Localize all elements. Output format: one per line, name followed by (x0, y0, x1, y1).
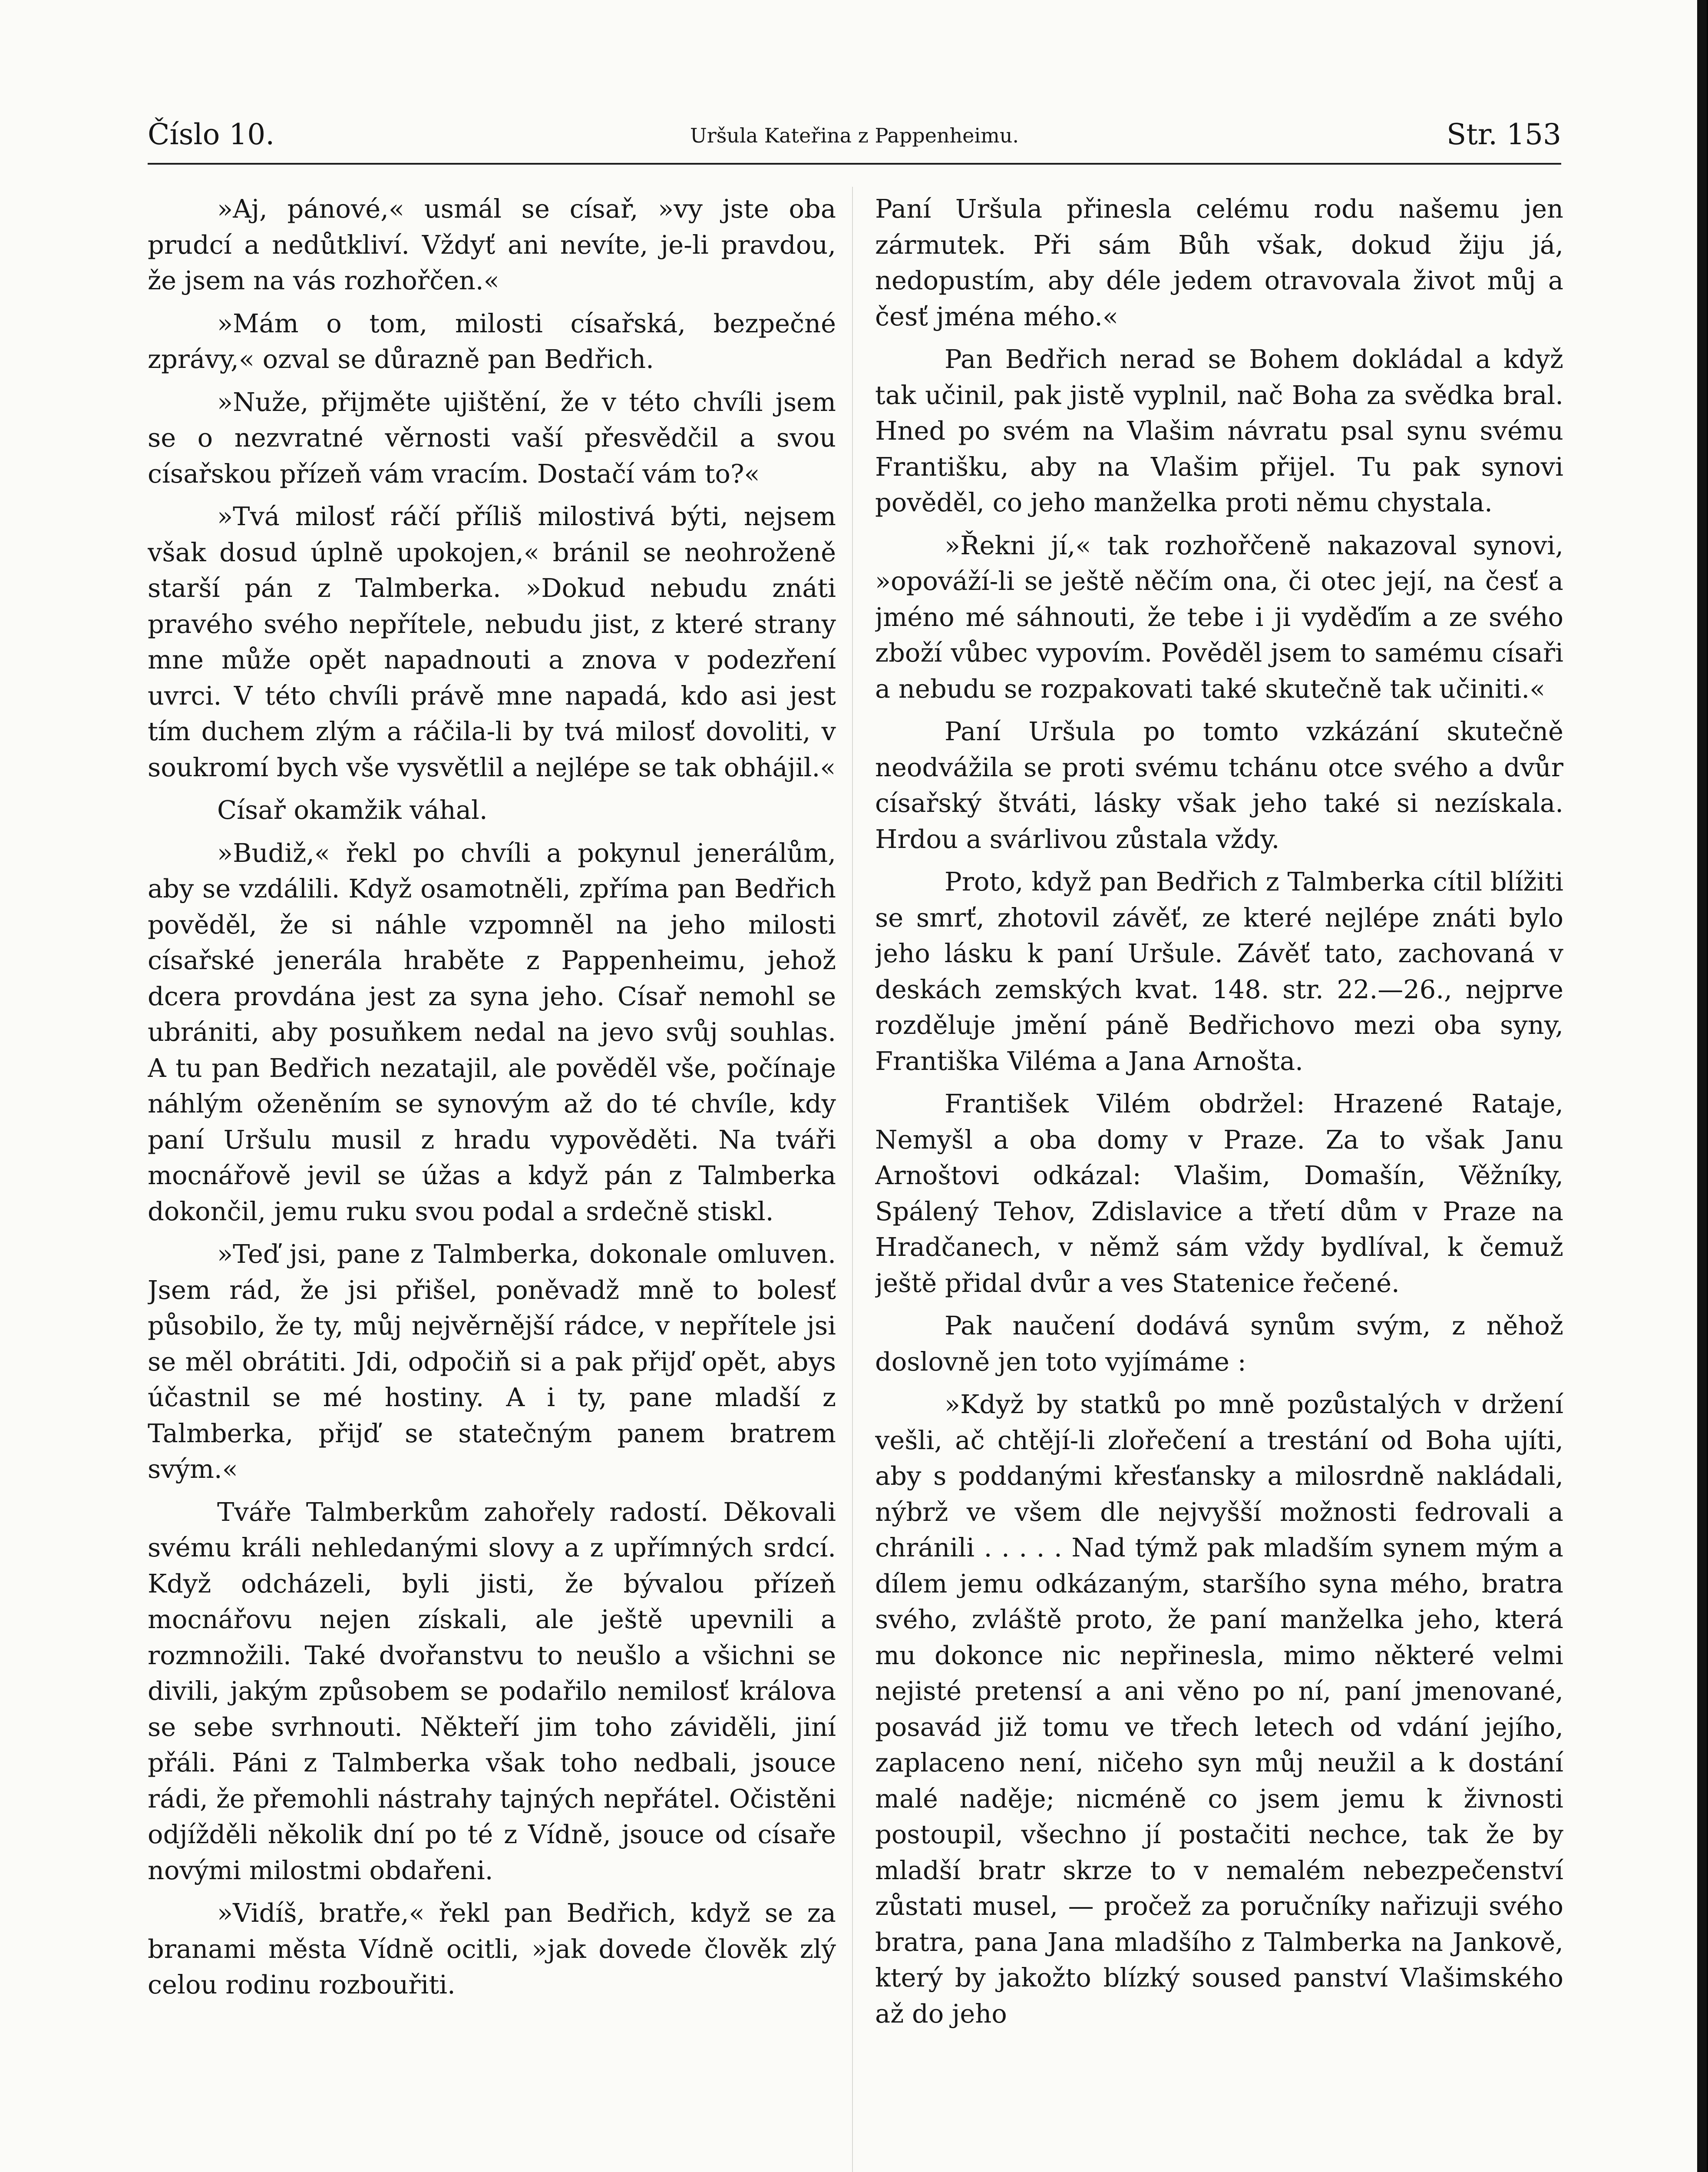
page-number: Str. 153 (1447, 118, 1561, 151)
paragraph: »Vidíš, bratře,« řekl pan Bedřich, když se za branami města Vídně ocitli, »jak dovede člověk zlý celou rodinu rozbouřiti. (148, 1898, 836, 2000)
paragraph: »Nuže, přijměte ujištění, že v této chvíli jsem se o nezvratné věrnosti vaší přesvědčil a svou císařskou přízeň vám vracím. Dostačí vám to?« (148, 387, 836, 489)
page-header (148, 115, 1561, 154)
paragraph: Paní Uršula přinesla celému rodu našemu jen zármutek. Při sám Bůh však, dokud žiju já, nedopustím, aby déle jedem otravovala život můj a česť jména mého.« (875, 194, 1563, 331)
paragraph: Pak naučení dodává synům svým, z něhož doslovně jen toto vyjímáme : (875, 1311, 1563, 1377)
header-rule (148, 163, 1561, 165)
issue-number: Číslo 10. (148, 118, 275, 151)
paragraph: Císař okamžik váhal. (217, 795, 488, 825)
paragraph: »Budiž,« řekl po chvíli a pokynul jenerálům, aby se vzdálili. Když osamotněli, zpříma pan Bedřich pověděl, že si náhle vzpomněl na jeho milosti císařské jenerála hraběte z Pappenheimu, jehož dcera provdána jest za syna jeho. Císař nemohl se ubrániti, aby posuňkem nedal na jevo svůj souhlas. A tu pan Bedřich nezatajil, ale pověděl vše, počínaje náhlým oženěním se synovým až do té chvíle, kdy paní Uršulu musil z hradu vypověděti. Na tváři mocnářově jevil se úžas a když pán z Talmberka dokončil, jemu ruku svou podal a srdečně stiskl. (148, 838, 836, 1226)
paragraph: František Vilém obdržel: Hrazené Rataje, Nemyšl a oba domy v Praze. Za to však Janu Arnoštovi odkázal: Vlašim, Domašín, Věžníky, Spálený Tehov, Zdislavice a třetí dům v Praze na Hradčanech, v němž sám vždy bydlíval, k čemuž ještě přidal dvůr a ves Statenice řečené. (875, 1089, 1563, 1298)
left-column (148, 191, 836, 2172)
paragraph: »Aj, pánové,« usmál se císař, »vy jste oba prudcí a nedůtkliví. Vždyť ani nevíte, je-li pravdou, že jsem na vás rozhořčen.« (148, 194, 836, 295)
column-divider (852, 187, 853, 2172)
paragraph: »Teď jsi, pane z Talmberka, dokonale omluven. Jsem rád, že jsi přišel, poněvadž mně to bolesť působilo, že ty, můj nejvěrnější rádce, v nepřítele jsi se měl obrátiti. Jdi, odpočiň si a pak přijď opět, abys účastnil se mé hostiny. A i ty, pane mladší z Talmberka, přijď se statečným panem bratrem svým.« (148, 1239, 836, 1484)
paragraph: Paní Uršula po tomto vzkázání skutečně neodvážila se proti svému tchánu otce svého a dvůr císařský štváti, lásky však jeho také si nezískala. Hrdou a svárlivou zůstala vždy. (875, 716, 1563, 854)
paragraph: Pan Bedřich nerad se Bohem dokládal a když tak učinil, pak jistě vyplnil, nač Boha za svědka bral. Hned po svém na Vlašim návratu psal synu svému Františku, aby na Vlašim přijel. Tu pak synovi pověděl, co jeho manželka proti němu chystala. (875, 344, 1563, 517)
right-column (875, 191, 1563, 2172)
paragraph: »Řekni jí,« tak rozhořčeně nakazoval synovi, »opováží-li se ještě něčím ona, či otec její, na česť a jméno mé sáhnouti, že tebe i ji vyděďím a ze svého zboží vůbec vypovím. Pověděl jsem to samému císaři a nebudu se rozpakovati také skutečně tak učiniti.« (875, 530, 1563, 704)
paragraph: »Tvá milosť ráčí příliš milostivá býti, nejsem však dosud úplně upokojen,« bránil se neohroženě starší pán z Talmberka. »Dokud nebudu znáti pravého svého nepřítele, nebudu jist, z které strany mne může opět napadnouti a znova v podezření uvrci. V této chvíli právě mne napadá, kdo asi jest tím duchem zlým a ráčila-li by tvá milosť dovoliti, v soukromí bych vše vysvětlil a nejlépe se tak obhájil.« (148, 501, 836, 782)
page-edge (1697, 0, 1707, 2172)
paragraph: Tváře Talmberkům zahořely radostí. Děkovali svému králi nehledanými slovy a z upřímných srdcí. Když odcházeli, byli jisti, že bývalou přízeň mocnářovu nejen získali, ale ještě upevnili a rozmnožili. Také dvořanstvu to neušlo a všichni se divili, jakým způsobem se podařilo nemilosť králova se sebe svrhnouti. Někteří jim toho záviděli, jiní přáli. Páni z Talmberka však toho nedbali, jsouce rádi, že přemohli nástrahy tajných nepřátel. Očistěni odjížděli několik dní po té z Vídně, jsouce od císaře novými milostmi obdařeni. (148, 1497, 836, 1885)
paragraph: »Když by statků po mně pozůstalých v držení vešli, ač chtějí-li zlořečení a trestání od Boha ujíti, aby s poddanými křesťansky a milosrdně nakládali, nýbrž ve všem dle nejvyšší možnosti fedrovali a chránili . . . . . Nad týmž pak mladším synem mým a dílem jemu odkázaným, staršího syna mého, bratra svého, zvláště proto, že paní manželka jeho, která mu dokonce nic nepřinesla, mimo některé velmi nejisté pretensí a ani věno po ní, paní jmenované, posavád již tomu ve třech letech od vdání jejího, zaplaceno není, ničeho syn můj neužil a k dostání malé naděje; nicméně co jsem jemu k živnosti postoupil, všechno jí postačiti nechce, tak že by mladší bratr skrze to v nemalém nebezpečenství zůstati musel, — pročež za poručníky nařizuji svého bratra, pana Jana mladšího z Talmberka na Jankově, který by jakožto blízký soused panství Vlašimského až do jeho (875, 1389, 1563, 2029)
paragraph: »Mám o tom, milosti císařská, bezpečné zprávy,« ozval se důrazně pan Bedřich. (148, 308, 836, 374)
paragraph: Proto, když pan Bedřich z Talmberka cítil blížiti se smrť, zhotovil závěť, ze které nejlépe znáti bylo jeho lásku k paní Uršule. Závěť tato, zachovaná v deskách zemských kvat. 148. str. 22.—26., nejprve rozděluje jmění páně Bedřichovo mezi oba syny, Františka Viléma a Jana Arnošta. (875, 867, 1563, 1076)
running-title: Uršula Kateřina z Pappenheimu. (690, 124, 1019, 147)
